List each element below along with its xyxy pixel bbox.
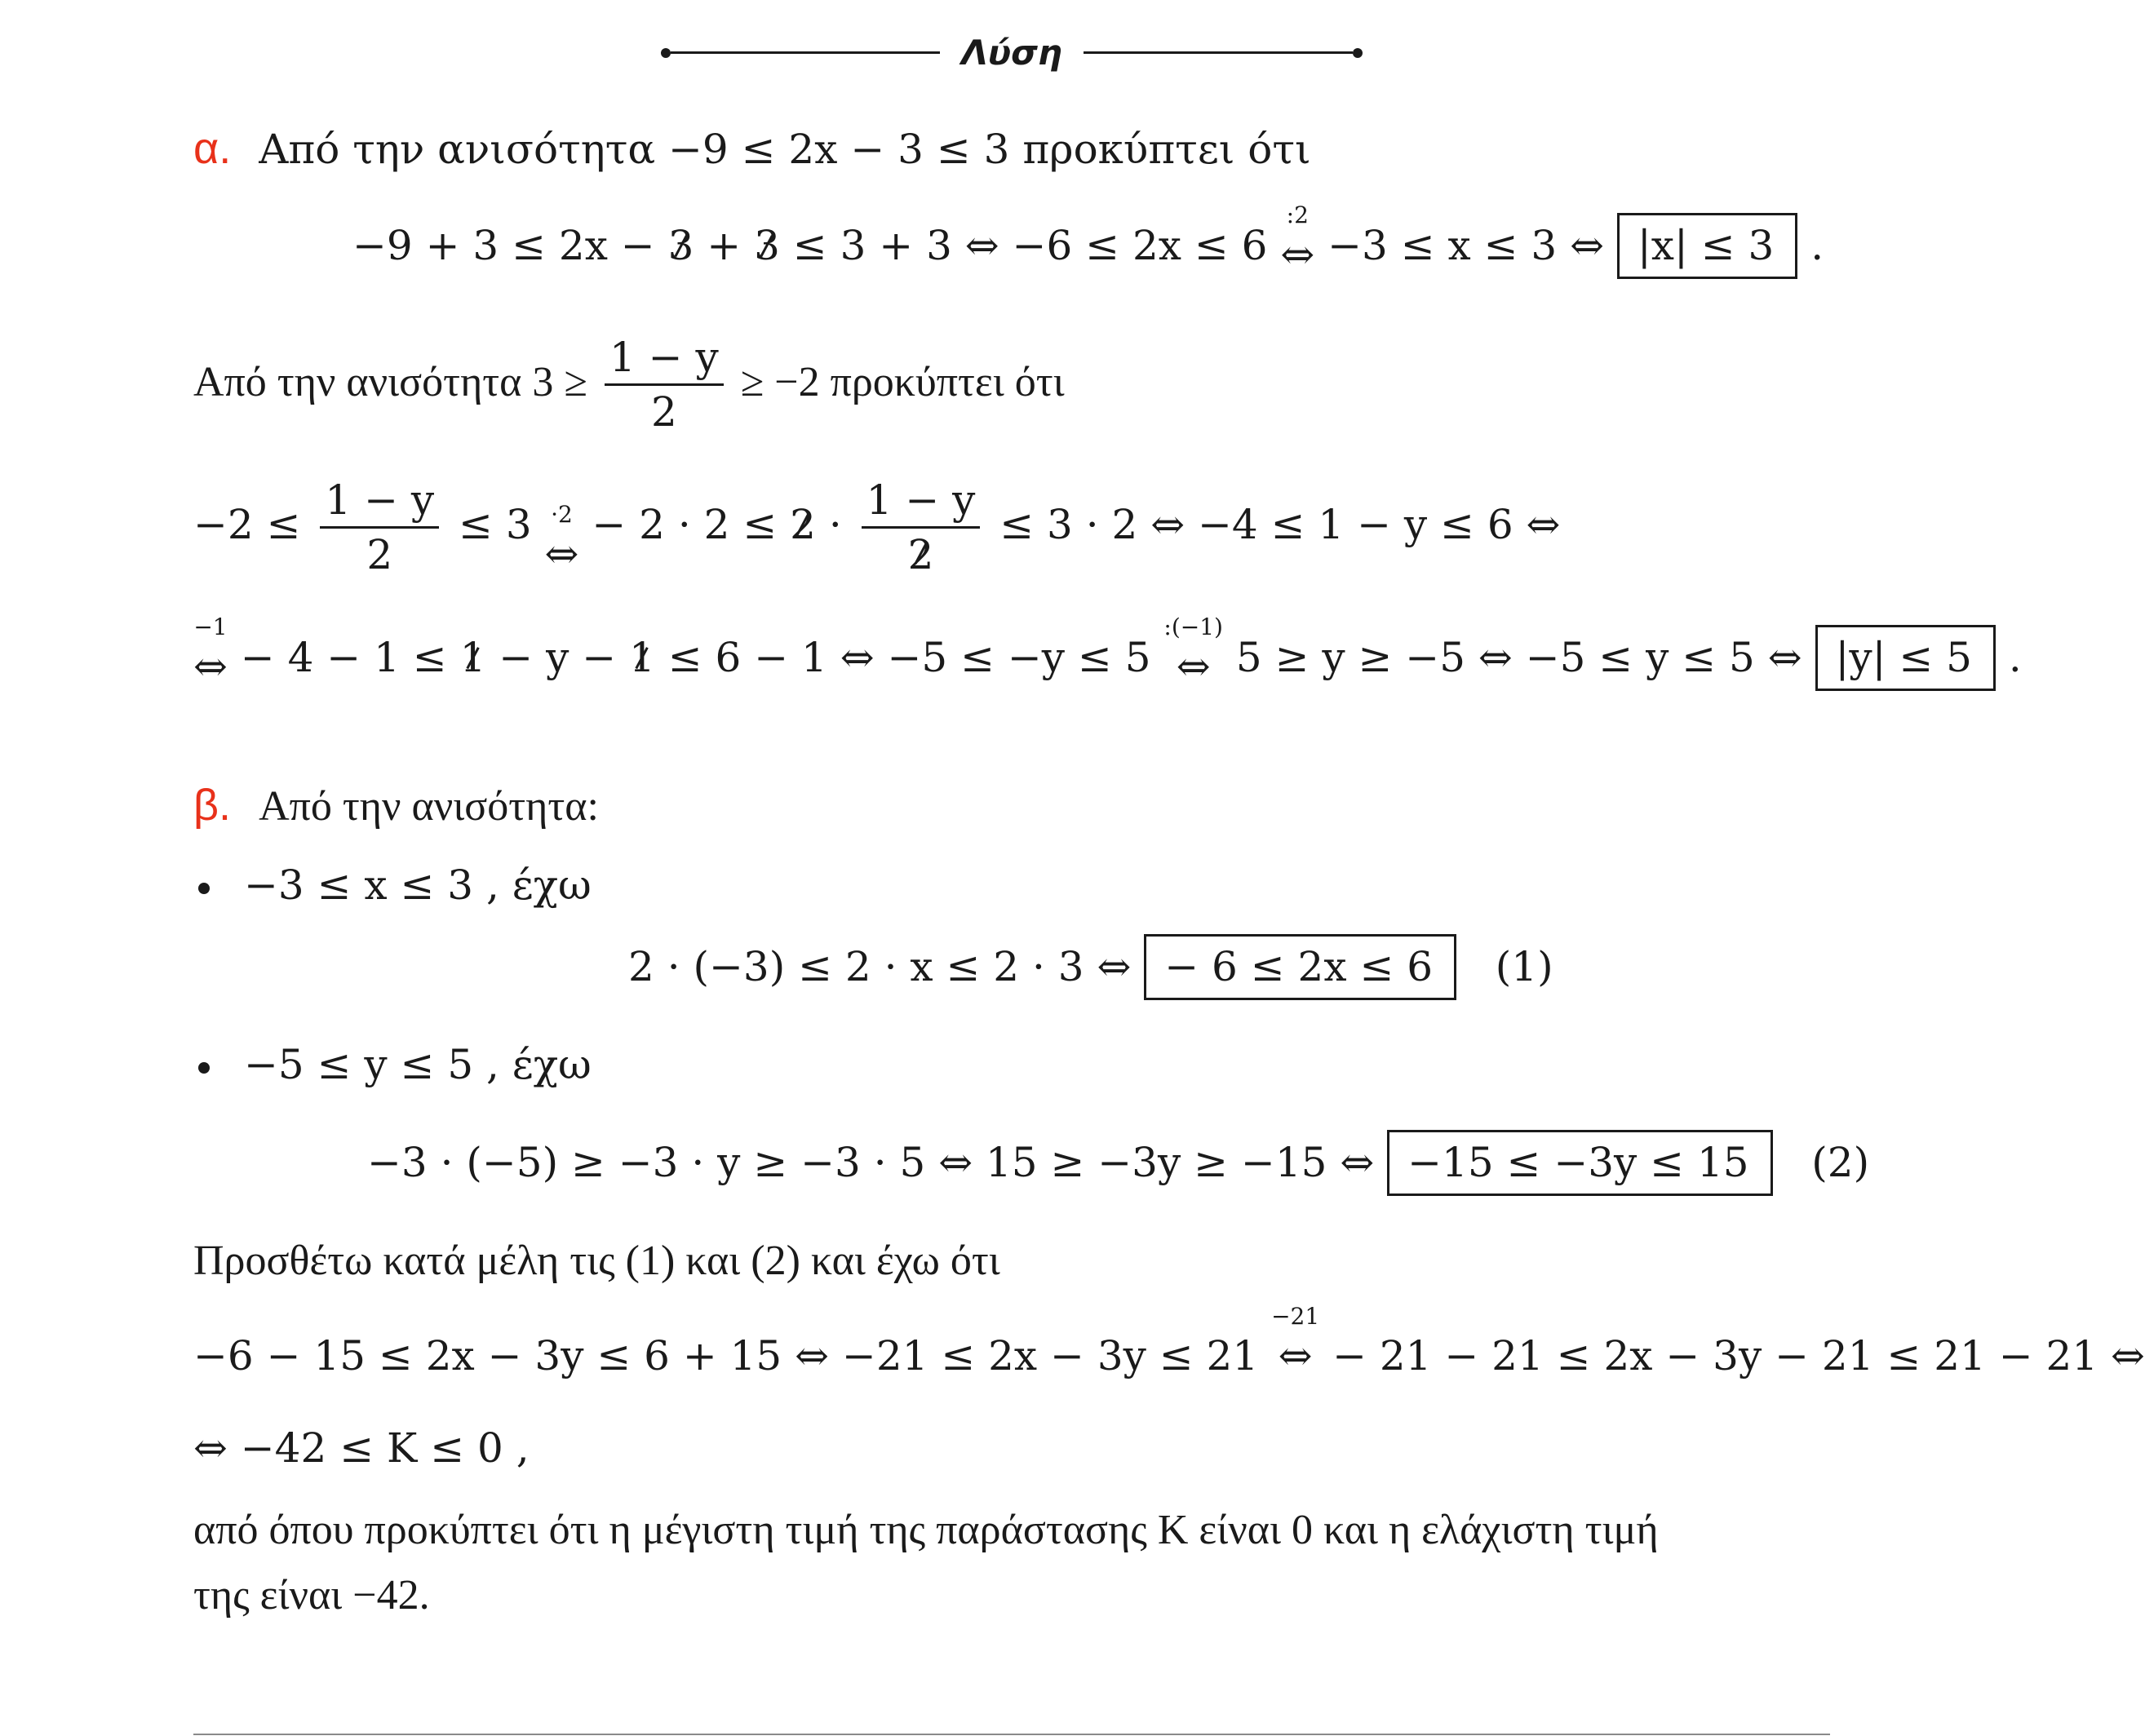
period-2: . — [2008, 634, 2022, 681]
bullet-dot-1 — [198, 883, 210, 894]
eq3-b: − y − — [485, 634, 630, 681]
bottom-divider — [193, 1734, 1830, 1735]
part-a-intro-text: Από την ανισότητα −9 ≤ 2x − 3 ≤ 3 προκύπτει ότι — [259, 126, 1311, 173]
eq2-mid: ≤ 3 — [445, 501, 545, 548]
eq2-pre: −2 ≤ — [193, 501, 314, 548]
add-members-text: Προσθέτω κατά μέλη τις (1) και (2) και έχω ότι — [193, 1238, 1000, 1284]
fraction-2-den: 2 — [366, 530, 393, 578]
op-mul2: ·2 — [551, 501, 573, 528]
part-a-intro-y — [193, 334, 1065, 436]
bullet-x — [198, 861, 592, 910]
cancelled-3-b: 3 — [754, 222, 780, 269]
fraction-1-num: 1 − y — [605, 334, 724, 386]
header-left-dot — [661, 48, 671, 58]
header-left-rule — [671, 51, 940, 54]
fraction-1-den: 2 — [650, 388, 677, 436]
bullet-dot-2 — [198, 1062, 210, 1074]
eq1-tail: −3 ≤ x ≤ 3 ⇔ — [1314, 222, 1617, 269]
iff-divm1 — [1163, 613, 1223, 691]
eq1-mid: + — [694, 222, 755, 269]
header-right-rule — [1084, 51, 1353, 54]
iff-symbol-5: ⇔ — [1278, 1332, 1313, 1380]
cancelled-3-a: 3 — [667, 222, 694, 269]
bullet-y-text: −5 ≤ y ≤ 5 , έχω — [244, 1041, 592, 1088]
intro-y-post: ≥ −2 προκύπτει ότι — [729, 359, 1065, 405]
header-right-dot — [1353, 48, 1363, 58]
part-b-label: β. — [193, 781, 232, 830]
cancelled-1-b: 1 — [629, 634, 655, 681]
iff-symbol-4: ⇔ — [1176, 643, 1211, 690]
part-a-intro — [193, 122, 1311, 175]
part-b-equation-1 — [628, 934, 1553, 1000]
dot-op: · — [815, 501, 855, 548]
solution-header — [0, 33, 2023, 73]
part-a-equation-y-1 — [193, 477, 1560, 578]
period-1: . — [1810, 222, 1824, 269]
eq2-c: ≤ 3 · 2 ⇔ −4 ≤ 1 − y ≤ 6 ⇔ — [986, 501, 1561, 548]
part-a-equation-x — [352, 204, 1824, 279]
op-div-minus1: :(−1) — [1163, 613, 1223, 640]
bullet-y — [198, 1040, 592, 1089]
iff-symbol-2: ⇔ — [544, 530, 579, 578]
eq5: −3 · (−5) ≥ −3 · y ≥ −3 · 5 ⇔ 15 ≥ −3y ≥ −15 ⇔ — [367, 1139, 1388, 1186]
op-minus21: −21 — [1271, 1303, 1320, 1330]
eq3-a: − 4 − 1 ≤ — [227, 634, 460, 681]
fraction-1 — [605, 334, 724, 436]
part-b-intro — [193, 779, 599, 832]
fraction-2-num: 1 − y — [320, 477, 439, 529]
solution-title: Λύση — [961, 33, 1062, 73]
part-b-equation-2 — [367, 1130, 1869, 1196]
part-a-equation-y-2 — [193, 613, 2022, 691]
eq3-d: 5 ≥ y ≥ −5 ⇔ −5 ≤ y ≤ 5 ⇔ — [1222, 634, 1815, 681]
part-b-equation-3 — [193, 1305, 2145, 1380]
result-box-1: − 6 ≤ 2x ≤ 6 — [1144, 934, 1456, 1000]
eq4: 2 · (−3) ≤ 2 · x ≤ 2 · 3 ⇔ — [628, 943, 1145, 990]
eq1-post: ≤ 3 + 3 ⇔ −6 ≤ 2x ≤ 6 — [779, 222, 1281, 269]
iff-minus21 — [1271, 1305, 1319, 1380]
tag-2: (2) — [1811, 1139, 1870, 1186]
eq3-c: ≤ 6 − 1 ⇔ −5 ≤ −y ≤ 5 — [654, 634, 1164, 681]
result-box-x: |x| ≤ 3 — [1617, 213, 1797, 279]
part-a-label: α. — [193, 124, 232, 173]
cancelled-1-a: 1 — [459, 634, 486, 681]
iff-symbol: ⇔ — [1280, 231, 1315, 278]
cancelled-2-a: 2 — [790, 501, 816, 548]
op-div2: :2 — [1286, 202, 1309, 228]
fraction-3-den-cancelled: 2 — [908, 529, 934, 579]
part-b-equation-4: ⇔ −42 ≤ K ≤ 0 , — [193, 1424, 530, 1472]
iff-symbol-3: ⇔ — [193, 643, 228, 690]
iff-mul2 — [545, 503, 579, 578]
fraction-3 — [862, 477, 981, 578]
eq6-a: −6 − 15 ≤ 2x − 3y ≤ 6 + 15 ⇔ −21 ≤ 2x − 3y ≤ 21 — [193, 1332, 1272, 1380]
conclusion-line-2: της είναι −42. — [193, 1572, 430, 1619]
iff-minus1 — [193, 613, 228, 691]
fraction-2 — [320, 477, 439, 578]
part-b-intro-text: Από την ανισότητα: — [259, 783, 599, 830]
fraction-3-num: 1 − y — [862, 477, 981, 529]
conclusion-line-1: από όπου προκύπτει ότι η μέγιστη τιμή της παράστασης K είναι 0 και η ελάχιστη τιμή — [193, 1507, 1659, 1553]
result-box-y: |y| ≤ 5 — [1815, 625, 1996, 691]
op-minus1: −1 — [193, 613, 228, 640]
tag-1: (1) — [1495, 943, 1553, 990]
intro-y-pre: Από την ανισότητα 3 ≥ — [193, 359, 598, 405]
eq6-b: − 21 − 21 ≤ 2x − 3y − 21 ≤ 21 − 21 ⇔ — [1319, 1332, 2145, 1380]
eq2-b: − 2 · 2 ≤ — [578, 501, 791, 548]
eq1-pre: −9 + 3 ≤ 2x − — [352, 222, 668, 269]
result-box-2: −15 ≤ −3y ≤ 15 — [1387, 1130, 1772, 1196]
iff-div2 — [1280, 204, 1314, 279]
bullet-x-text: −3 ≤ x ≤ 3 , έχω — [244, 861, 592, 909]
